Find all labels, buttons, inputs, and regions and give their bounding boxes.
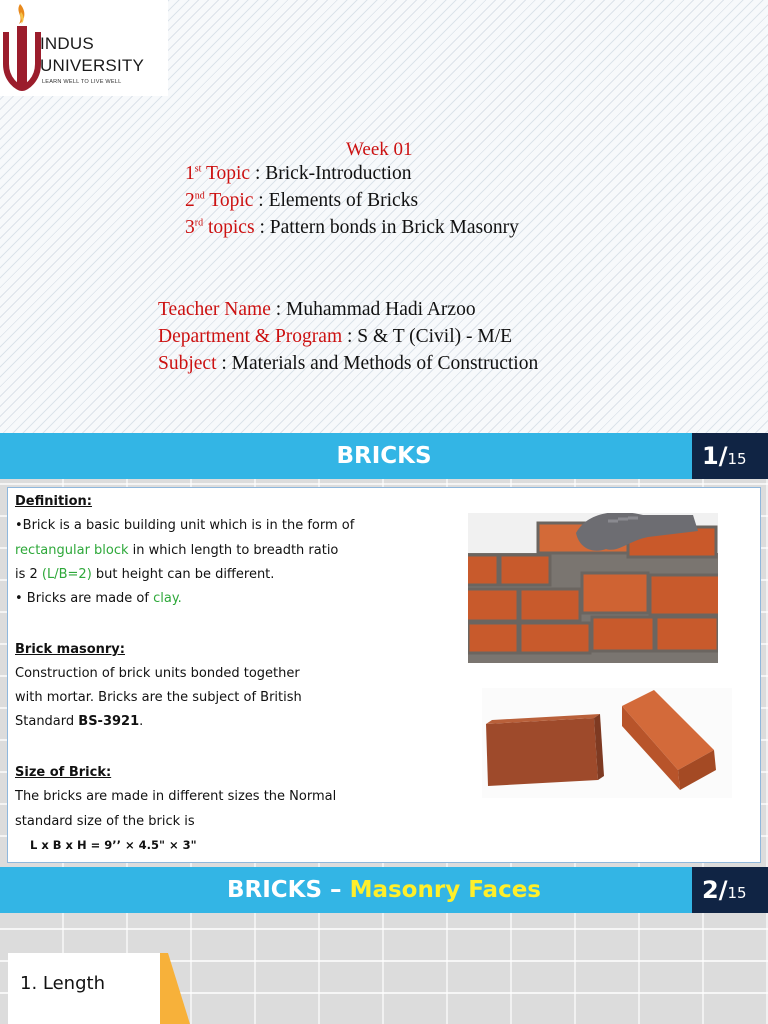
teacher-name — [158, 299, 476, 321]
topic-3 — [185, 217, 519, 239]
logo-text-indus: INDUS — [40, 34, 94, 53]
topic-1 — [185, 163, 411, 185]
subject-value: Materials and Methods of Construction — [231, 353, 539, 374]
slide3-body — [0, 913, 768, 1024]
definition-heading: Definition: — [15, 494, 93, 509]
masonry-heading: Brick masonry: — [15, 642, 125, 657]
slide2-body — [0, 479, 768, 867]
two-bricks-image — [482, 688, 732, 798]
ratio-text: (L/B=2) — [41, 567, 92, 582]
subject-sep: : — [216, 353, 232, 374]
slide3-page: 2/ — [702, 876, 728, 904]
masonry-line-1: Construction of brick units bonded together — [15, 666, 300, 681]
topic-1-value: Brick-Introduction — [265, 163, 412, 184]
topic-1-suffix: st — [194, 163, 202, 175]
topic-2-suffix: nd — [194, 190, 205, 202]
teacher-label: Teacher Name — [158, 299, 271, 320]
topic-1-sep: : — [250, 163, 266, 184]
masonry-line-3 — [15, 714, 143, 729]
rectangular-block-text: rectangular block — [15, 543, 129, 558]
slide2-title: BRICKS — [336, 443, 432, 469]
slide3-header — [0, 867, 768, 913]
title-slide — [0, 0, 768, 433]
subject — [158, 353, 538, 375]
slide2-page-number — [692, 433, 768, 479]
masonry-line-2: with mortar. Bricks are the subject of British — [15, 690, 302, 705]
brick-wall-image — [468, 513, 718, 663]
university-logo — [0, 0, 168, 96]
topic-2-ordinal: 2 — [185, 190, 195, 211]
definition-line-4 — [15, 591, 182, 606]
slide2-page: 1/ — [702, 442, 728, 470]
department-sep: : — [342, 326, 358, 347]
teacher-value: Muhammad Hadi Arzoo — [286, 299, 476, 320]
torch-logo-icon — [2, 2, 42, 94]
size-formula: L x B x H = 9’’ × 4.5" × 3" — [30, 838, 197, 852]
slide2-total: 15 — [727, 450, 747, 468]
topic-3-label: topics — [207, 217, 255, 238]
size-heading: Size of Brick: — [15, 765, 112, 780]
slide2-content-box — [7, 487, 761, 863]
topic-3-suffix: rd — [194, 217, 204, 229]
clay-text: clay. — [153, 591, 182, 606]
definition-line-4-a: • Bricks are made of — [15, 591, 154, 606]
department-program — [158, 326, 512, 348]
topic-2-sep: : — [253, 190, 269, 211]
topic-2 — [185, 190, 418, 212]
masonry-line-3-a: Standard — [15, 714, 79, 729]
definition-line-3-b: but height can be different. — [91, 567, 275, 582]
teacher-sep: : — [270, 299, 287, 320]
topic-3-value: Pattern bonds in Brick Masonry — [269, 217, 519, 238]
arrow-right-icon — [160, 953, 190, 1024]
topic-1-label: Topic — [205, 163, 251, 184]
definition-line-1: •Brick is a basic building unit which is in the form of — [15, 518, 355, 533]
size-line-1: The bricks are made in different sizes the Normal — [15, 789, 337, 804]
department-value: S & T (Civil) - M/E — [357, 326, 513, 347]
topic-3-sep: : — [254, 217, 270, 238]
masonry-line-3-b: . — [139, 714, 144, 729]
department-label: Department & Program — [158, 326, 343, 347]
slide3-page-number — [692, 867, 768, 913]
logo-tagline: LEARN WELL TO LIVE WELL — [42, 79, 122, 85]
definition-line-3 — [15, 567, 274, 582]
slide3-total: 15 — [727, 884, 747, 902]
slide2-header — [0, 433, 768, 479]
topic-2-value: Elements of Bricks — [268, 190, 419, 211]
topic-1-ordinal: 1 — [185, 163, 195, 184]
definition-line-2 — [15, 543, 338, 558]
topic-3-ordinal: 3 — [185, 217, 195, 238]
size-line-2: standard size of the brick is — [15, 814, 195, 829]
topic-2-label: Topic — [209, 190, 254, 211]
slide3-title — [0, 867, 768, 913]
definition-line-2-rest: in which length to breadth ratio — [128, 543, 339, 558]
masonry-face-item-length: 1. Length — [20, 973, 105, 994]
logo-text-university: UNIVERSITY — [40, 56, 145, 75]
definition-line-3-a: is 2 — [15, 567, 42, 582]
subject-label: Subject — [158, 353, 217, 374]
slide3-title-a: BRICKS – — [226, 877, 350, 903]
slide3-title-b: Masonry Faces — [349, 877, 542, 903]
week-label: Week 01 — [346, 139, 413, 160]
standard-code: BS-3921 — [78, 714, 140, 729]
